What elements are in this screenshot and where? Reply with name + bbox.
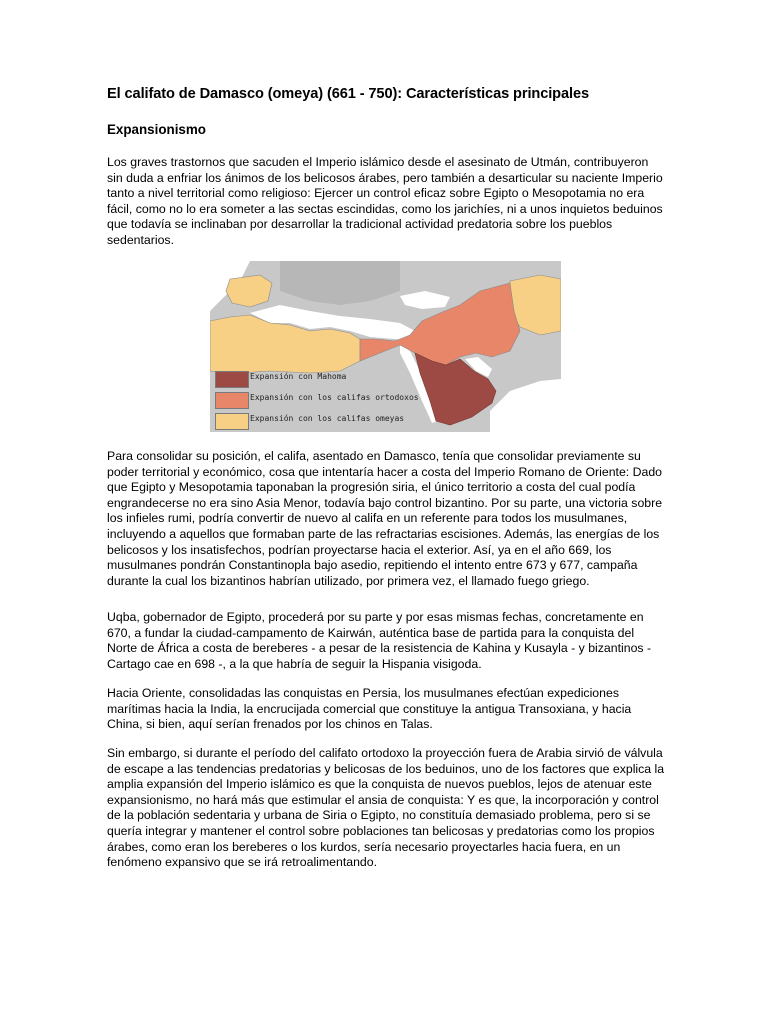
legend-swatch (215, 413, 249, 430)
arabian-sea (490, 379, 561, 432)
legend-item-muhammad (212, 369, 398, 388)
paragraph-3: Uqba, gobernador de Egipto, procederá por su parte y por esas mismas fechas, concretamente en 670, a fundar la ciudad-campamento de Kairwán, auténtica base de partida para la conquista del Norte de África a costa de bereberes - a pesar de la resistencia de Kahina y Kusayla - y bizantinos - Cartago cae en 698 -, a la que habría de seguir la Hispania visigoda. (107, 610, 652, 671)
legend-label: Expansión con los califas omeyas (250, 414, 405, 423)
expansion-map (210, 261, 561, 432)
paragraph-5: Sin embargo, si durante el período del califato ortodoxo la proyección fuera de Arabia sirvió de válvula de escape a las tendencias predatorias y belicosas de los beduinos, uno de los factores que explica la amplia expansión del Imperio islámico es que la conquista de nuevos pueblos, lejos de atenuar este expansionismo, no hará más que estimular el ansia de conquista: Y es que, la incorporación y control de la población sedentaria y urbana de Siria o Egipto, no constituía demasiado problema, pero si se quería integrar y mantener el control sobre poblaciones tan belicosas y predatorias como los propios árabes, como eran los bereberes o los kurdos, sería necesario proyectarles hacia fuera, en un fenómeno expansivo que se irá retroalimentando. (107, 746, 665, 870)
paragraph-2: Para consolidar su posición, el califa, asentado en Damasco, tenía que consolidar previamente su poder territorial y económico, cosa que intentaría hacer a costa del Imperio Romano de Oriente: Dado que Egipto y Mesopotamia taponaban la progresión siria, el único territorio a costa del cual podía engrandecerse no era sino Asia Menor, todavía bajo control bizantino. Por su parte, una victoria sobre los infieles rumi, podría convertir de nuevo al califa en un referente para todos los musulmanes, incluyendo a aquellos que formaban parte de las refractarias escisiones. Además, las energías de los belicosos y los insatisfechos, podrían proyectarse hacia el exterior. Así, ya en el año 669, los musulmanes pondrán Constantinopla bajo asedio, repitiendo el intento entre 673 y 677, campaña durante la cual los bizantinos habrían utilizado, por primera vez, el llamado fuego griego. (107, 449, 663, 588)
paragraph-4: Hacia Oriente, consolidadas las conquistas en Persia, los musulmanes efectúan expediciones marítimas hacia la India, la encrucijada comercial que constituye la antigua Transoxiana, y hacia China, si bien, aquí serían frenados por los chinos en Talas. (107, 686, 632, 732)
paragraph-1: Los graves trastornos que sacuden el Imperio islámico desde el asesinato de Utmán, contribuyeron sin duda a enfriar los ánimos de los belicosos árabes, pero también a desarticular su naciente Imperio tanto a nivel territorial como religioso: Ejercer un control eficaz sobre Egipto o Mesopotamia no era fácil, como no lo era someter a las sectas escindidas, como los jarichíes, ni a unos inquietos beduinos que todavía se inclinaban por desarrollar la tradicional actividad predatoria sobre los pueblos sedentarios. (107, 155, 663, 247)
legend-label: Expansión con Mahoma (250, 372, 347, 381)
legend-swatch (215, 392, 249, 409)
legend-item-umayyad (212, 411, 405, 430)
europe-land (280, 261, 400, 305)
umayyad-territory-iberia (226, 275, 272, 307)
page-title: El califato de Damasco (omeya) (661 - 750): Características principales (107, 86, 590, 102)
map-legend (210, 369, 419, 432)
black-sea (400, 291, 450, 309)
section-heading: Expansionismo (107, 122, 206, 137)
legend-label: Expansión con los califas ortodoxos (250, 393, 419, 402)
legend-swatch (215, 371, 249, 388)
legend-item-rashidun (212, 390, 419, 409)
